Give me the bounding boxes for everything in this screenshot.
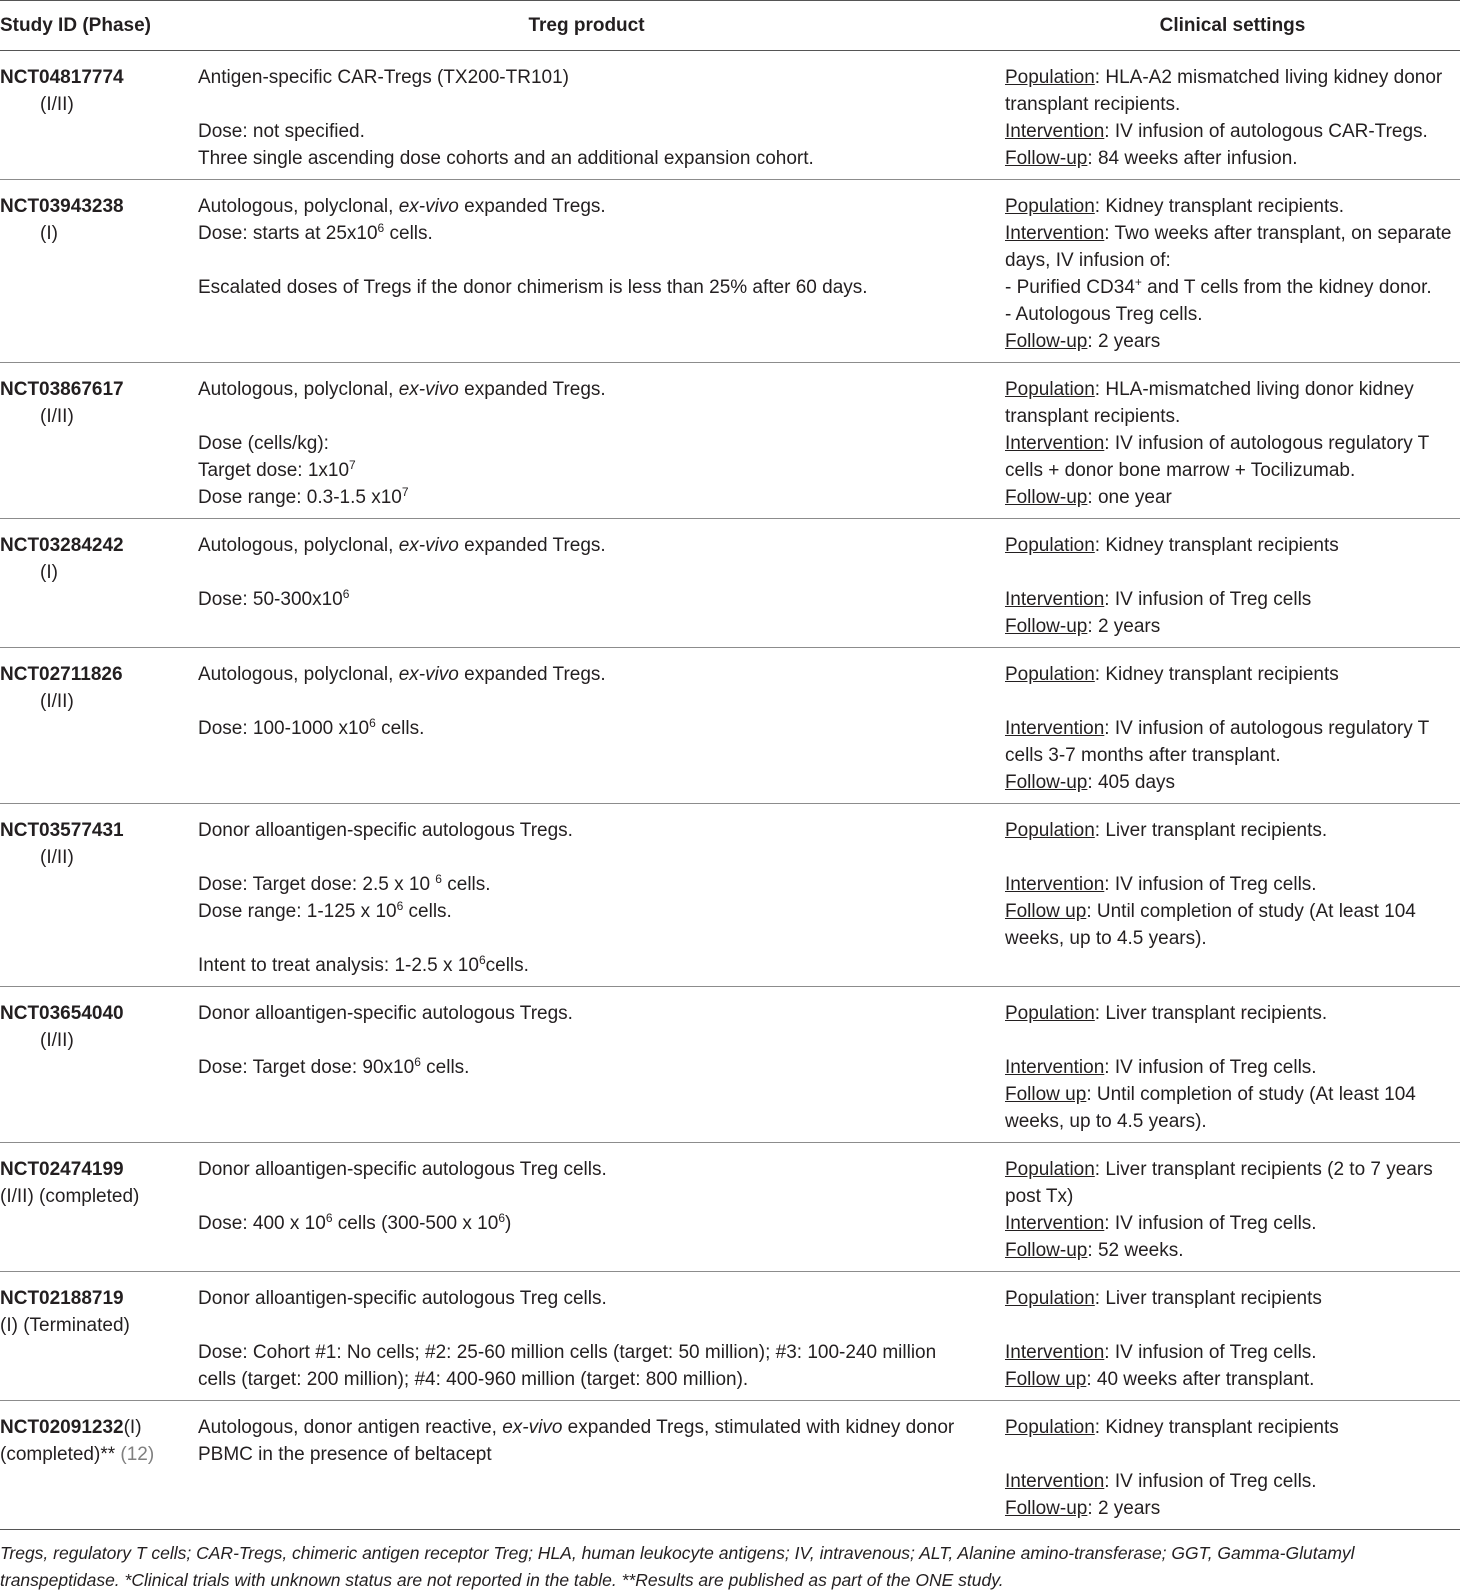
header-product: Treg product — [198, 1, 1005, 51]
study-id: NCT03943238 — [0, 196, 124, 217]
dose-line: cells (target: 200 million); #4: 400-960 million (target: 800 million). — [198, 1369, 749, 1390]
dose-line: Intent to treat analysis: 1-2.5 x $10^6cells$. — [198, 953, 529, 976]
settings-cell — [1005, 519, 1460, 648]
followup-line: Follow up: Until completion of study (At least 104 weeks, up to 4.5 years). — [1005, 901, 1416, 949]
table-row — [0, 804, 1460, 987]
table-row — [0, 180, 1460, 363]
product-line: Autologous, donor antigen reactive, ex-vivo expanded Tregs, stimulated with kidney donor — [198, 1417, 955, 1438]
table-row — [0, 648, 1460, 804]
population-line: Population: HLA-A2 mismatched living kidney donor transplant recipients. — [1005, 67, 1443, 115]
study-phase: (I/II) — [40, 406, 74, 427]
dose-line: Dose: Target dose: 2.5 x 10 $^6$ cells. — [198, 872, 491, 895]
study-phase: (I) — [40, 223, 58, 244]
intervention-line: Intervention: IV infusion of Treg cells. — [1005, 1471, 1317, 1492]
product-line: Autologous, polyclonal, ex-vivo expanded Tregs. — [198, 379, 606, 400]
population-line: Population: Liver transplant recipients. — [1005, 820, 1328, 841]
table-row — [0, 1272, 1460, 1401]
study-id: NCT03577431 — [0, 820, 124, 841]
dose-line: Dose: 400 x $10^6$ cells (300-500 x $10^6$) — [198, 1211, 512, 1234]
settings-cell — [1005, 51, 1460, 180]
population-line: Population: HLA-mismatched living donor kidney transplant recipients. — [1005, 379, 1414, 427]
dose-line: Dose: starts at $25x10^6$ cells. — [198, 221, 433, 244]
dose-line: Dose: 100-1000 $x10^6$ cells. — [198, 716, 425, 739]
product-cell — [198, 1143, 1005, 1272]
intervention-item: - Autologous Treg cells. — [1005, 304, 1203, 325]
followup-line: Follow-up: 2 years — [1005, 331, 1161, 352]
product-cell — [198, 1272, 1005, 1401]
table-row — [0, 51, 1460, 180]
dose-line: Dose: Target dose: $90x10^6$ cells. — [198, 1055, 470, 1078]
intervention-line: Intervention: IV infusion of Treg cells. — [1005, 1342, 1317, 1363]
intervention-line: Intervention: IV infusion of autologous regulatory T cells + donor bone marrow + Tocilizumab. — [1005, 433, 1429, 481]
study-id: NCT03284242 — [0, 535, 124, 556]
study-phase: (I/II) — [40, 1030, 74, 1051]
table-row — [0, 1143, 1460, 1272]
product-line: PBMC in the presence of beltacept — [198, 1444, 492, 1465]
product-line: Autologous, polyclonal, ex-vivo expanded Tregs. — [198, 664, 606, 685]
study-id-line: NCT02091232(I) — [0, 1417, 142, 1438]
study-phase: (I) — [40, 562, 58, 583]
intervention-line: Intervention: IV infusion of autologous CAR-Tregs. — [1005, 121, 1428, 142]
table-row — [0, 363, 1460, 519]
intervention-line: Intervention: IV infusion of autologous regulatory T cells 3-7 months after transplant. — [1005, 718, 1429, 766]
intervention-line: Intervention: IV infusion of Treg cells. — [1005, 1213, 1317, 1234]
study-cell — [0, 180, 198, 363]
product-line: Donor alloantigen-specific autologous Treg cells. — [198, 1288, 607, 1309]
population-line: Population: Kidney transplant recipients — [1005, 1417, 1339, 1438]
product-line: Donor alloantigen-specific autologous Treg cells. — [198, 1159, 607, 1180]
study-cell — [0, 363, 198, 519]
study-phase: (I) (Terminated) — [0, 1315, 130, 1336]
product-cell — [198, 1401, 1005, 1530]
followup-line: Follow up: 40 weeks after transplant. — [1005, 1369, 1315, 1390]
product-cell — [198, 648, 1005, 804]
dose-line: Dose (cells/kg): — [198, 433, 329, 454]
study-phase: (completed)** (12) — [0, 1444, 155, 1465]
footnote-line: transpeptidase. *Clinical trials with unknown status are not reported in the table. **Results are published as part of the ONE study. — [0, 1570, 1004, 1590]
study-id: NCT02091232 — [0, 1417, 124, 1438]
population-line: Population: Kidney transplant recipients. — [1005, 196, 1345, 217]
header-settings: Clinical settings — [1005, 1, 1460, 51]
study-id: NCT04817774 — [0, 67, 124, 88]
dose-line: Dose range: 1-125 x $10^6$ cells. — [198, 899, 452, 922]
product-line: Donor alloantigen-specific autologous Tregs. — [198, 1003, 573, 1024]
product-cell — [198, 180, 1005, 363]
study-id: NCT02711826 — [0, 664, 123, 685]
product-cell — [198, 363, 1005, 519]
study-cell — [0, 804, 198, 987]
settings-cell — [1005, 804, 1460, 987]
study-phase: (I/II) — [40, 691, 74, 712]
settings-cell — [1005, 180, 1460, 363]
followup-line: Follow-up: 2 years — [1005, 616, 1161, 637]
followup-line: Follow-up: 52 weeks. — [1005, 1240, 1184, 1261]
study-cell — [0, 1272, 198, 1401]
product-cell — [198, 804, 1005, 987]
product-cell — [198, 519, 1005, 648]
followup-line: Follow-up: 405 days — [1005, 772, 1176, 793]
product-line: Autologous, polyclonal, ex-vivo expanded Tregs. — [198, 196, 606, 217]
study-phase: (I/II) — [40, 847, 74, 868]
dose-line: Dose range: 0.3-1.5 $x10^7$ — [198, 485, 409, 508]
product-line: Donor alloantigen-specific autologous Tregs. — [198, 820, 573, 841]
product-cell — [198, 987, 1005, 1143]
intervention-item: - Purified CD34+ and T cells from the kidney donor. — [1005, 275, 1432, 298]
product-line: Antigen-specific CAR-Tregs (TX200-TR101) — [198, 67, 569, 88]
intervention-line: Intervention: IV infusion of Treg cells. — [1005, 874, 1317, 895]
table-row — [0, 987, 1460, 1143]
dose-line: Dose: Cohort #1: No cells; #2: 25-60 million cells (target: 50 million); #3: 100-240 million — [198, 1342, 937, 1363]
product-line: Escalated doses of Tregs if the donor chimerism is less than 25% after 60 days. — [198, 277, 868, 298]
study-cell — [0, 648, 198, 804]
population-line: Population: Kidney transplant recipients — [1005, 535, 1339, 556]
settings-cell — [1005, 363, 1460, 519]
study-cell — [0, 1401, 198, 1530]
settings-cell — [1005, 648, 1460, 804]
study-cell — [0, 51, 198, 180]
intervention-line: Intervention: Two weeks after transplant, on separate days, IV infusion of: — [1005, 223, 1452, 271]
table-row — [0, 1401, 1460, 1530]
followup-line: Follow up: Until completion of study (At least 104 weeks, up to 4.5 years). — [1005, 1084, 1416, 1132]
population-line: Population: Liver transplant recipients (2 to 7 years post Tx) — [1005, 1159, 1433, 1207]
study-cell — [0, 519, 198, 648]
product-line: Autologous, polyclonal, ex-vivo expanded Tregs. — [198, 535, 606, 556]
settings-cell — [1005, 987, 1460, 1143]
table-row — [0, 519, 1460, 648]
header-study: Study ID (Phase) — [0, 1, 198, 51]
study-phase: (I/II) (completed) — [0, 1186, 140, 1207]
table-header-row — [0, 1, 1460, 51]
product-line: Dose: not specified. — [198, 121, 365, 142]
settings-cell — [1005, 1401, 1460, 1530]
study-id: NCT03867617 — [0, 379, 124, 400]
study-cell — [0, 1143, 198, 1272]
study-cell — [0, 987, 198, 1143]
followup-line: Follow-up: 2 years — [1005, 1498, 1161, 1519]
study-phase: (I/II) — [40, 94, 74, 115]
intervention-line: Intervention: IV infusion of Treg cells — [1005, 589, 1312, 610]
footnote-line: Tregs, regulatory T cells; CAR-Tregs, chimeric antigen receptor Treg; HLA, human leukocyte antigens; IV, intravenous; ALT, Alanine amino-transferase; GGT, Gamma-Glutamyl — [0, 1543, 1355, 1563]
settings-cell — [1005, 1143, 1460, 1272]
settings-cell — [1005, 1272, 1460, 1401]
followup-line: Follow-up: 84 weeks after infusion. — [1005, 148, 1298, 169]
population-line: Population: Kidney transplant recipients — [1005, 664, 1339, 685]
population-line: Population: Liver transplant recipients — [1005, 1288, 1322, 1309]
product-line: Three single ascending dose cohorts and an additional expansion cohort. — [198, 148, 814, 169]
study-id: NCT02474199 — [0, 1159, 124, 1180]
followup-line: Follow-up: one year — [1005, 487, 1172, 508]
intervention-line: Intervention: IV infusion of Treg cells. — [1005, 1057, 1317, 1078]
reference-link[interactable]: (12) — [120, 1444, 155, 1465]
dose-line: Target dose: $1x10^7$ — [198, 458, 356, 481]
dose-line: Dose: $50-300x10^6$ — [198, 587, 350, 610]
study-id: NCT03654040 — [0, 1003, 124, 1024]
study-id: NCT02188719 — [0, 1288, 124, 1309]
product-cell — [198, 51, 1005, 180]
table-footnote — [0, 1540, 1460, 1594]
population-line: Population: Liver transplant recipients. — [1005, 1003, 1328, 1024]
